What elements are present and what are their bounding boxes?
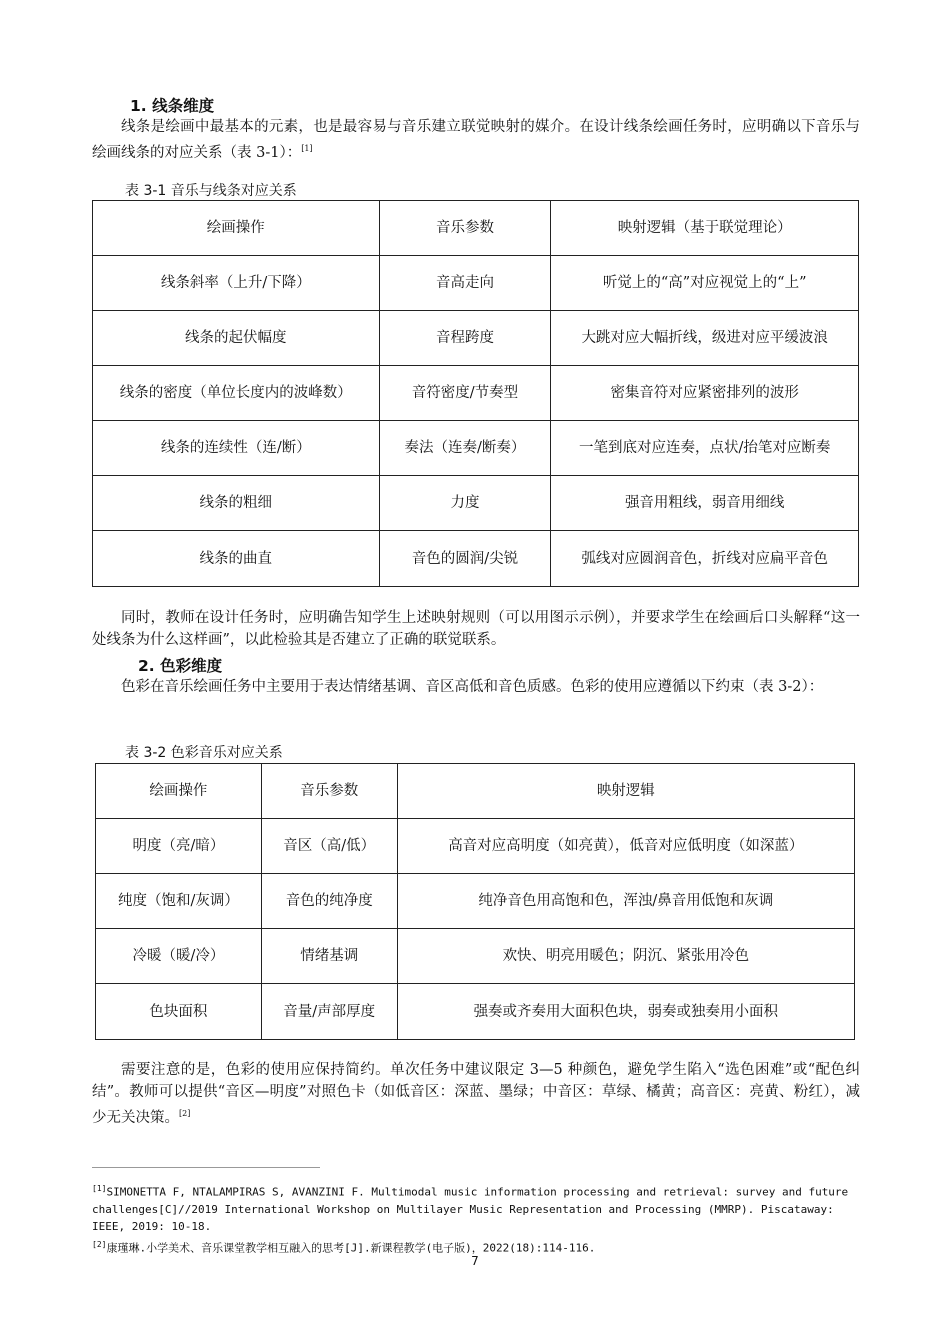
table-cell: 音色的纯净度 [261, 874, 397, 929]
table-row [96, 984, 855, 1040]
table-color-music [95, 763, 855, 1040]
table-cell: 线条的连续性（连/断） [93, 421, 380, 476]
table-music-lines [92, 200, 859, 587]
section-after-lines: 同时，教师在设计任务时，应明确告知学生上述映射规则（可以用图示示例），并要求学生在绘画后口头解释“这一处线条为什么这样画”，以此检验其是否建立了正确的联觉联系。 [92, 610, 860, 648]
table-cell: 纯度（饱和/灰调） [96, 874, 262, 929]
table-cell: 音量/声部厚度 [261, 984, 397, 1040]
table-cell: 音高走向 [379, 256, 551, 311]
table-caption-3-1: 表 3-1 音乐与线条对应关系 [125, 183, 297, 199]
page-number: 7 [471, 1254, 479, 1268]
footnote-ref-1[interactable]: [1] [301, 144, 313, 153]
table-cell: 音程跨度 [379, 311, 551, 366]
table-row [93, 476, 859, 531]
table-cell: 冷暖（暖/冷） [96, 929, 262, 984]
table-header-cell: 映射逻辑 [397, 764, 854, 819]
table-cell: 线条的密度（单位长度内的波峰数） [93, 366, 380, 421]
table-cell: 听觉上的“高”对应视觉上的“上” [551, 256, 859, 311]
table-cell: 线条的曲直 [93, 531, 380, 587]
table-header-cell: 绘画操作 [93, 201, 380, 256]
table-header-cell: 绘画操作 [96, 764, 262, 819]
table-cell: 高音对应高明度（如亮黄），低音对应低明度（如深蓝） [397, 819, 854, 874]
table-cell: 大跳对应大幅折线，级进对应平缓波浪 [551, 311, 859, 366]
table-row [96, 929, 855, 984]
table-cell: 音区（高/低） [261, 819, 397, 874]
table-cell: 弧线对应圆润音色，折线对应扁平音色 [551, 531, 859, 587]
section-intro-color: 色彩在音乐绘画任务中主要用于表达情绪基调、音区高低和音色质感。色彩的使用应遵循以下约束（表 3-2）： [121, 679, 824, 695]
table-cell: 线条的起伏幅度 [93, 311, 380, 366]
table-row [96, 819, 855, 874]
table-row [96, 874, 855, 929]
table-header-cell: 映射逻辑（基于联觉理论） [551, 201, 859, 256]
table-header-cell: 音乐参数 [261, 764, 397, 819]
footnote-divider [92, 1167, 320, 1168]
table-row [93, 531, 859, 587]
table-cell: 强音用粗线，弱音用细线 [551, 476, 859, 531]
section-intro-lines: 线条是绘画中最基本的元素，也是最容易与音乐建立联觉映射的媒介。在设计线条绘画任务时，应明确以下音乐与绘画线条的对应关系（表 3-1）：[1] [92, 119, 860, 161]
table-cell: 纯净音色用高饱和色，浑浊/鼻音用低饱和灰调 [397, 874, 854, 929]
table-cell: 线条的粗细 [93, 476, 380, 531]
section-heading-lines: 1. 线条维度 [130, 97, 215, 115]
table-cell: 力度 [379, 476, 551, 531]
table-cell: 情绪基调 [261, 929, 397, 984]
table-row [93, 421, 859, 476]
section-heading-color: 2. 色彩维度 [138, 657, 223, 675]
table-cell: 音符密度/节奏型 [379, 366, 551, 421]
footnote-1: [1]SIMONETTA F, NTALAMPIRAS S, AVANZINI F. Multimodal music information processing and retrieval: survey and future challenges[C]//2019 International Workshop on Multilayer Music Representation and Processing (MMRP). Piscataway: IEEE, 2019: 10-18. [92, 1184, 849, 1233]
table-cell: 音色的圆润/尖锐 [379, 531, 551, 587]
footnote-2: [2]康瑾琳.小学美术、音乐课堂教学相互融入的思考[J].新课程教学(电子版)，2022(18):114-116. [92, 1240, 596, 1255]
footnote-ref-2[interactable]: [2] [179, 1109, 191, 1118]
table-header-cell: 音乐参数 [379, 201, 551, 256]
table-row [93, 256, 859, 311]
table-row [93, 366, 859, 421]
table-cell: 明度（亮/暗） [96, 819, 262, 874]
table-header-row [96, 764, 855, 819]
table-cell: 欢快、明亮用暖色；阴沉、紧张用冷色 [397, 929, 854, 984]
section-after-color: 需要注意的是，色彩的使用应保持简约。单次任务中建议限定 3—5 种颜色，避免学生陷入“选色困难”或“配色纠结”。教师可以提供“音区—明度”对照色卡（如低音区：深蓝、墨绿；中音区：草绿、橘黄；高音区：亮黄、粉红），减少无关决策。[2] [92, 1062, 860, 1126]
table-cell: 强奏或齐奏用大面积色块，弱奏或独奏用小面积 [397, 984, 854, 1040]
table-row [93, 311, 859, 366]
table-cell: 奏法（连奏/断奏） [379, 421, 551, 476]
table-cell: 一笔到底对应连奏，点状/抬笔对应断奏 [551, 421, 859, 476]
table-cell: 密集音符对应紧密排列的波形 [551, 366, 859, 421]
table-header-row [93, 201, 859, 256]
table-cell: 色块面积 [96, 984, 262, 1040]
table-cell: 线条斜率（上升/下降） [93, 256, 380, 311]
table-caption-3-2: 表 3-2 色彩音乐对应关系 [125, 745, 283, 761]
